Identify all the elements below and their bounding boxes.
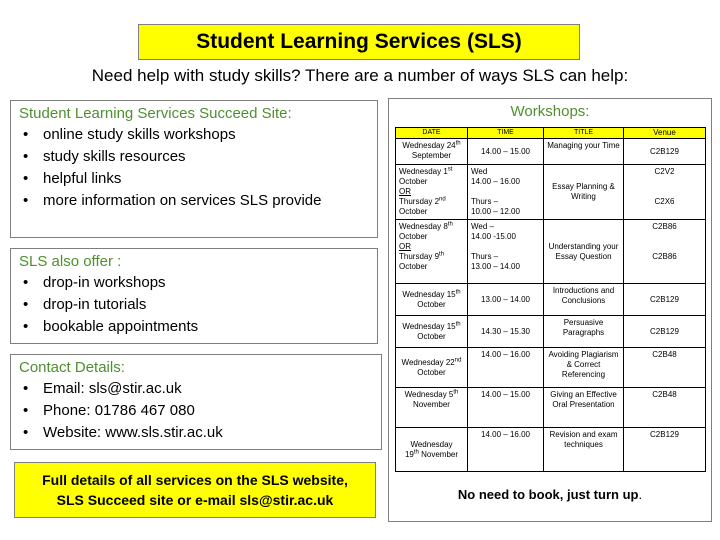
time-cell: 14.00 – 15.00: [468, 388, 544, 428]
full-details-line-1: Full details of all services on the SLS website,: [42, 472, 348, 488]
table-row: [396, 428, 706, 472]
contact-box: [10, 354, 382, 450]
date-cell: Wednesday 5th November: [396, 388, 468, 428]
title-cell: Introductions and Conclusions: [544, 284, 624, 316]
also-offer-heading: SLS also offer :: [19, 253, 122, 270]
succeed-site-list: [19, 124, 369, 212]
date-cell: Wednesday 24th September: [396, 139, 468, 165]
time-cell: 14.00 – 16.00: [468, 348, 544, 388]
table-header-row: [396, 128, 706, 139]
also-offer-list: [19, 272, 369, 338]
venue-cell: C2B129: [624, 428, 706, 472]
time-cell: 13.00 – 14.00: [468, 284, 544, 316]
contact-list: [19, 378, 373, 444]
table-row: [396, 316, 706, 348]
workshops-footer-note: No need to book, just turn up.: [457, 487, 643, 502]
time-cell: 14.00 – 16.00: [468, 428, 544, 472]
table-row: [396, 139, 706, 165]
table-row: [396, 348, 706, 388]
time-cell: 14.00 – 15.00: [468, 139, 544, 165]
venue-cell: C2V2 C2X6: [624, 165, 706, 220]
table-row: [396, 220, 706, 284]
list-item: • drop-in workshops: [43, 272, 369, 294]
succeed-site-heading: Student Learning Services Succeed Site:: [19, 105, 292, 122]
venue-cell: C2B48: [624, 388, 706, 428]
contact-heading: Contact Details:: [19, 359, 125, 376]
also-offer-box: [10, 248, 378, 344]
time-cell: Wed – 14.00 -15.00 Thurs – 13.00 – 14.00: [468, 220, 544, 284]
contact-website: • Website: www.sls.stir.ac.uk: [43, 422, 373, 444]
header-title: TITLE: [544, 128, 624, 139]
page-subtitle: Need help with study skills? There are a number of ways SLS can help:: [91, 66, 629, 85]
venue-cell: C2B129: [624, 284, 706, 316]
title-cell: Understanding your Essay Question: [544, 220, 624, 284]
title-cell: Essay Planning & Writing: [544, 165, 624, 220]
list-item: • drop-in tutorials: [43, 294, 369, 316]
title-cell: Persuasive Paragraphs: [544, 316, 624, 348]
time-cell: Wed 14.00 – 16.00 Thurs – 10.00 – 12.00: [468, 165, 544, 220]
workshops-title: Workshops:: [510, 103, 590, 120]
date-cell: Wednesday 1st October OR Thursday 2nd October: [396, 165, 468, 220]
table-row: [396, 388, 706, 428]
header-date: DATE: [396, 128, 468, 139]
list-item: • more information on services SLS provide: [43, 190, 369, 212]
list-item: • online study skills workshops: [43, 124, 369, 146]
venue-cell: C2B48: [624, 348, 706, 388]
title-cell: Avoiding Plagiarism & Correct Referencing: [544, 348, 624, 388]
date-cell: Wednesday 19th November: [396, 428, 468, 472]
full-details-banner: [14, 462, 376, 518]
list-item: • helpful links: [43, 168, 369, 190]
table-row: [396, 165, 706, 220]
venue-cell: C2B129: [624, 316, 706, 348]
date-cell: Wednesday 15th October: [396, 316, 468, 348]
full-details-line-2: SLS Succeed site or e-mail sls@stir.ac.uk: [56, 492, 334, 508]
date-cell: Wednesday 22nd October: [396, 348, 468, 388]
page-title: Student Learning Services (SLS): [138, 24, 580, 60]
workshops-panel: [388, 98, 712, 522]
workshops-table: [395, 127, 706, 472]
table-row: [396, 284, 706, 316]
list-item: • bookable appointments: [43, 316, 369, 338]
venue-cell: C2B129: [624, 139, 706, 165]
list-item: • study skills resources: [43, 146, 369, 168]
title-cell: Managing your Time: [544, 139, 624, 165]
date-cell: Wednesday 8th October OR Thursday 9th October: [396, 220, 468, 284]
contact-email: • Email: sls@stir.ac.uk: [43, 378, 373, 400]
date-cell: Wednesday 15th October: [396, 284, 468, 316]
header-time: TIME: [468, 128, 544, 139]
contact-phone: • Phone: 01786 467 080: [43, 400, 373, 422]
time-cell: 14.30 – 15.30: [468, 316, 544, 348]
venue-cell: C2B86 C2B86: [624, 220, 706, 284]
succeed-site-box: [10, 100, 378, 238]
title-cell: Giving an Effective Oral Presentation: [544, 388, 624, 428]
header-venue: Venue: [624, 128, 706, 139]
title-cell: Revision and exam techniques: [544, 428, 624, 472]
